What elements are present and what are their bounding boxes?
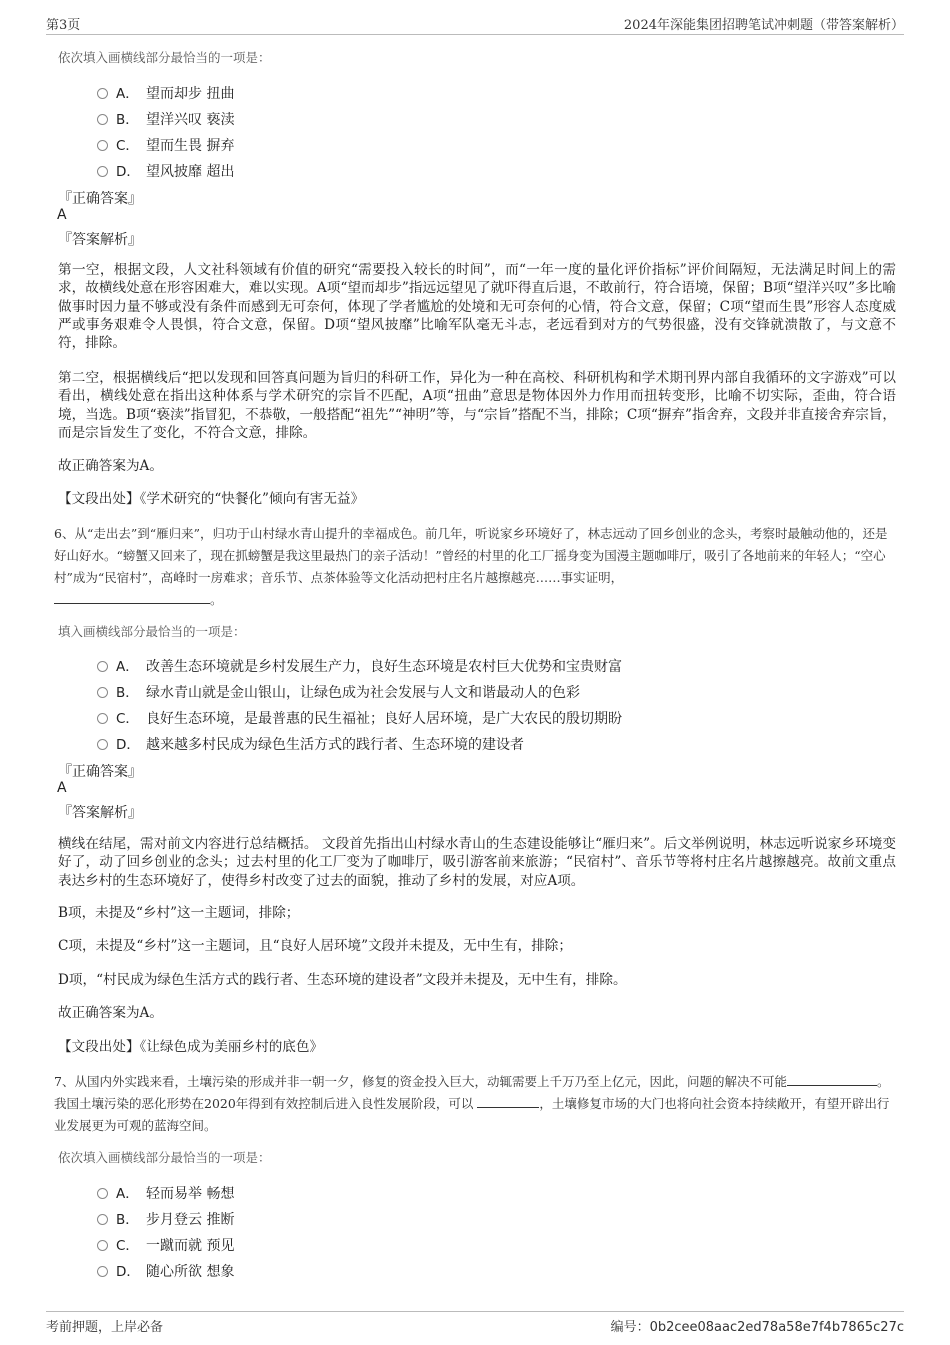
q7-option-d[interactable]: D． 随心所欲 想象 — [97, 1260, 234, 1280]
radio-icon[interactable] — [97, 1240, 108, 1251]
q7-option-c[interactable]: C． 一蹴而就 预见 — [97, 1234, 234, 1254]
q6-answer: A — [57, 780, 67, 796]
q5-stem: 依次填入画横线部分最恰当的一项是： — [58, 50, 271, 65]
answer-blank-2 — [477, 1093, 539, 1108]
q5-analysis-label: 『答案解析』 — [58, 232, 142, 248]
q5-answer: A — [57, 207, 67, 223]
radio-icon[interactable] — [97, 1214, 108, 1225]
radio-icon[interactable] — [97, 661, 108, 672]
footer-slogan: 考前押题，上岸必备 — [46, 1320, 164, 1335]
q5-analysis-para-1: 第一空，根据文段，人文社科领域有价值的研究“需要投入较长的时间”，而“一年一度的量化评价指标”评价间隔短，无法满足时间上的需求，故横线处意在形容困难大，难以实现。A项“望而却步”指远远望见了就吓得直后退，不敢前行，符合语境，保留；B项“望洋兴叹”多比喻做事时因力量不够或没有条件而感到无可奈何，体现了学者尴尬的处境和无可奈何的心情，符合文意，保留；C项“望而生畏”形容人态度威严或事务艰难令人畏惧，符合文意，保留。D项“望风披靡”比喻军队毫无斗志，老远看到对方的气势很盛，没有交锋就溃散了，与文意不符，排除。 — [58, 262, 896, 352]
q5-option-b[interactable]: B． 望洋兴叹 亵渎 — [97, 108, 234, 128]
q6-option-a[interactable]: A． 改善生态环境就是乡村发展生产力，良好生态环境是农村巨大优势和宝贵财富 — [97, 655, 622, 675]
q6-analysis-label: 『答案解析』 — [58, 805, 142, 821]
page-footer — [46, 1311, 904, 1334]
q5-conclusion: 故正确答案为A。 — [58, 458, 163, 474]
q6-question: 6、从“走出去”到“雁归来”，归功于山村绿水青山提升的幸福成色。前几年，听说家乡环境好了，林志远动了回乡创业的念头，考察时最触动他的，还是好山好水。“螃蟹又回来了，现在抓螃蟹是我这里最热门的亲子活动！”曾经的村里的化工厂摇身变为国漫主题咖啡厅，吸引了各地前来的年轻人；“空心村”成为“民宿村”，高峰时一房难求；音乐节、点茶体验等文化活动把村庄名片越擦越亮……事实证明， 。 — [54, 526, 888, 607]
answer-blank — [54, 589, 210, 604]
radio-icon[interactable] — [97, 114, 108, 125]
q5-option-a[interactable]: A． 望而却步 扭曲 — [97, 82, 234, 102]
q6-option-d[interactable]: D． 越来越多村民成为绿色生活方式的践行者、生态环境的建设者 — [97, 733, 524, 753]
q5-answer-label: 『正确答案』 — [58, 191, 142, 207]
q7-question: 7、从国内外实践来看，土壤污染的形成并非一朝一夕，修复的资金投入巨大，动辄需要上千万乃至上亿元，因此，问题的解决不可能 。我国土壤污染的恶化形势在2020年得到有效控制后进入良性发展阶段，可以 ，土壤修复市场的大门也将向社会资本持续敞开，有望开辟出行业发展更为可观的蓝海空间。 — [54, 1071, 898, 1137]
radio-icon[interactable] — [97, 1188, 108, 1199]
q6-analysis-b: B项，未提及“乡村”这一主题词，排除； — [58, 905, 300, 921]
q6-analysis-c: C项，未提及“乡村”这一主题词，且“良好人居环境”文段并未提及，无中生有，排除； — [58, 938, 572, 954]
radio-icon[interactable] — [97, 1266, 108, 1277]
page-header — [46, 14, 904, 35]
radio-icon[interactable] — [97, 739, 108, 750]
q6-analysis-para-1: 横线在结尾，需对前文内容进行总结概括。 文段首先指出山村绿水青山的生态建设能够让“雁归来”。后文举例说明，林志远听说家乡环境变好了，动了回乡创业的念头；过去村里的化工厂变为了咖啡厅，吸引游客前来旅游；“民宿村”、音乐节等将村庄名片越擦越亮。故前文重点表达乡村的生态环境好了，使得乡村改变了过去的面貌，推动了乡村的发展，对应A项。 — [58, 836, 896, 889]
q7-option-b[interactable]: B． 步月登云 推断 — [97, 1208, 234, 1228]
q7-option-a[interactable]: A． 轻而易举 畅想 — [97, 1182, 234, 1202]
q6-analysis-d: D项，“村民成为绿色生活方式的践行者、生态环境的建设者”文段并未提及，无中生有，排除。 — [58, 972, 627, 988]
radio-icon[interactable] — [97, 166, 108, 177]
document-code: 编号：0b2cee08aac2ed78a58e7f4b7865c27c — [610, 1320, 904, 1335]
q5-option-d[interactable]: D． 望风披靡 超出 — [97, 160, 234, 180]
q5-source: 【文段出处】《学术研究的“快餐化”倾向有害无益》 — [58, 491, 365, 507]
q6-answer-label: 『正确答案』 — [58, 764, 142, 780]
radio-icon[interactable] — [97, 88, 108, 99]
q7-stem: 依次填入画横线部分最恰当的一项是： — [58, 1150, 271, 1165]
q6-source: 【文段出处】《让绿色成为美丽乡村的底色》 — [58, 1039, 324, 1055]
page-number: 第3页 — [46, 18, 81, 33]
q6-conclusion: 故正确答案为A。 — [58, 1005, 163, 1021]
document-title: 2024年深能集团招聘笔试冲刺题（带答案解析） — [623, 18, 904, 33]
q6-stem: 填入画横线部分最恰当的一项是： — [58, 624, 246, 639]
q6-option-b[interactable]: B． 绿水青山就是金山银山，让绿色成为社会发展与人文和谐最动人的色彩 — [97, 681, 580, 701]
q6-option-c[interactable]: C． 良好生态环境，是最普惠的民生福祉；良好人居环境，是广大农民的殷切期盼 — [97, 707, 622, 727]
radio-icon[interactable] — [97, 140, 108, 151]
answer-blank-1 — [787, 1071, 877, 1086]
radio-icon[interactable] — [97, 687, 108, 698]
radio-icon[interactable] — [97, 713, 108, 724]
q5-option-c[interactable]: C． 望而生畏 摒弃 — [97, 134, 234, 154]
q5-analysis-para-2: 第二空，根据横线后“把以发现和回答真问题为旨归的科研工作，异化为一种在高校、科研机构和学术期刊界内部自我循环的文字游戏”可以看出，横线处意在指出这种体系与学术研究的宗旨不匹配，A项“扭曲”意思是物体因外力作用而扭转变形，比喻不切实际，歪曲，符合语境，当选。B项“亵渎”指冒犯，不恭敬，一般搭配“祖先”“神明”等，与“宗旨”搭配不当，排除；C项“摒弃”指舍弃，文段并非直接舍弃宗旨，而是宗旨发生了变化，不符合文意，排除。 — [58, 370, 896, 441]
